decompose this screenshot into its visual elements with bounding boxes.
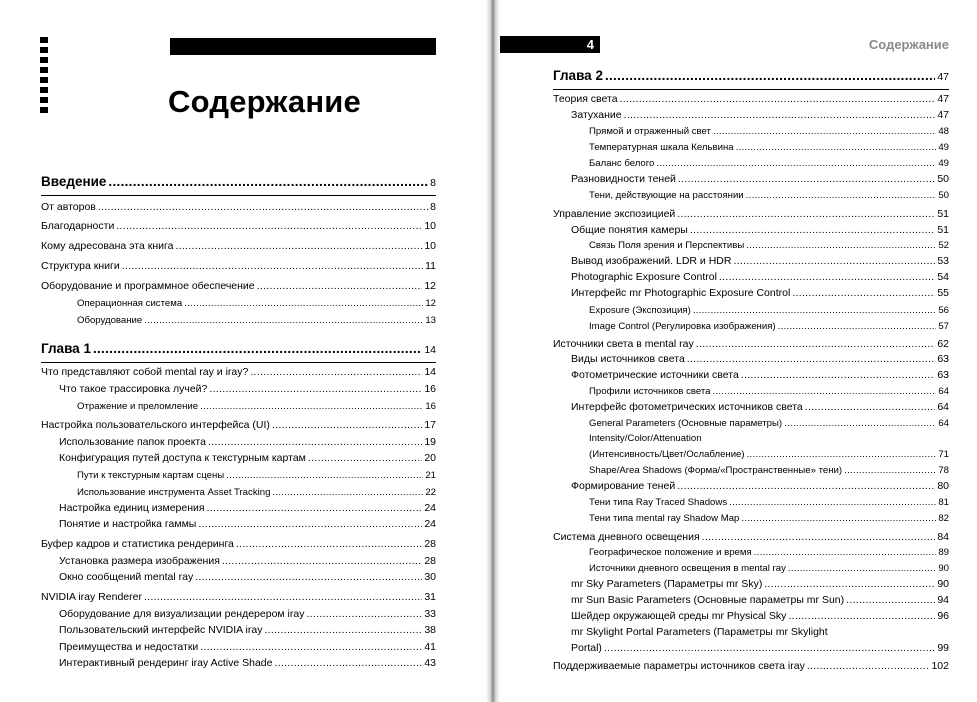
toc-entry-title: Что представляют собой mental ray и iray? [41,366,249,378]
toc-entry[interactable] [553,432,949,445]
toc-leader-dots [207,502,423,515]
toc-entry-title: Оборудование и программное обеспечение [41,280,255,292]
toc-entry-title: Тени типа mental ray Shadow Map [589,513,740,524]
toc-leader-dots [306,608,422,621]
toc-leader-dots [747,448,937,461]
toc-entry-title: Отражение и преломление [77,401,199,412]
toc-entry-page: 16 [425,401,436,412]
toc-leader-dots [741,369,936,382]
toc-entry-page: 53 [937,255,949,267]
toc-leader-dots [754,546,937,559]
toc-leader-dots [209,383,422,396]
toc-leader-dots [122,260,423,273]
toc-entry-page: 102 [931,660,949,672]
toc-leader-dots [736,141,937,154]
toc-entry-title: Конфигурация путей доступа к текстурным картам [59,452,306,464]
toc-entry-page: 24 [424,518,436,530]
toc-leader-dots [656,157,936,170]
toc-entry-page: 57 [938,321,949,332]
toc-entry-page: 51 [937,208,949,220]
toc-entry[interactable] [553,125,949,138]
toc-entry-page: 16 [424,383,436,395]
toc-entry-title: Глава 1 [41,341,91,356]
toc-entry[interactable] [553,338,949,351]
toc-entry[interactable] [41,624,436,637]
toc-entry[interactable] [41,641,436,654]
toc-entry-page: 22 [425,487,436,498]
toc-entry-page: 78 [938,465,949,476]
toc-leader-dots [236,538,422,551]
toc-entry-page: 14 [424,344,436,356]
toc-leader-dots [605,68,935,83]
toc-entry[interactable] [41,280,436,293]
title-bar [170,38,436,55]
toc-entry-title: Пути к текстурным картам сцены [77,470,225,481]
toc-leader-dots [729,496,936,509]
toc-entry-title: Оборудование [77,315,143,326]
toc-entry-title: Что такое трассировка лучей? [59,383,208,395]
toc-entry-title: Виды источников света [571,353,685,365]
toc-entry-title: General Parameters (Основные параметры) [589,418,783,429]
toc-entry[interactable] [41,518,436,531]
toc-entry-title: Баланс белого [589,158,655,169]
toc-entry-page: 20 [424,452,436,464]
toc-leader-dots [805,401,936,414]
toc-leader-dots [733,255,935,268]
toc-entry[interactable] [553,448,949,461]
toc-entry-page: 19 [424,436,436,448]
toc-entry-page: 31 [424,591,436,603]
toc-leader-dots [272,419,422,432]
toc-entry-page: 28 [424,555,436,567]
toc-leader-dots [198,518,422,531]
toc-leader-dots [844,464,936,477]
toc-entry-title: Шейдер окружающей среды mr Physical Sky [571,610,787,622]
toc-leader-dots [788,610,935,623]
toc-entry-page: 43 [424,657,436,669]
toc-entry[interactable] [41,608,436,621]
toc-leader-dots [719,271,935,284]
toc-entry[interactable] [41,220,436,233]
toc-entry-page: 50 [938,190,949,201]
toc-entry-title: Затухание [571,109,622,121]
toc-entry-title: Профили источников света [589,386,711,397]
toc-entry-title: Связь Поля зрения и Перспективы [589,240,745,251]
toc-entry-page: 84 [937,531,949,543]
toc-entry-page: 64 [938,418,949,429]
toc-leader-dots [746,239,936,252]
toc-entry-title: mr Sky Parameters (Параметры mr Sky) [571,578,763,590]
toc-entry-page: 49 [938,142,949,153]
toc-leader-dots [604,642,935,655]
toc-entry-page: 47 [937,71,949,83]
toc-entry[interactable] [553,208,949,221]
toc-entry-page: 90 [938,563,949,574]
toc-leader-dots [98,201,428,214]
toc-entry-title: Установка размера изображения [59,555,220,567]
toc-entry[interactable] [41,314,436,327]
toc-entry-title: Интерактивный рендеринг iray Active Shade [59,657,273,669]
toc-leader-dots [222,555,422,568]
toc-leader-dots [764,578,935,591]
toc-entry[interactable] [553,594,949,607]
toc-leader-dots [195,571,422,584]
divider [553,89,949,90]
toc-leader-dots [108,174,428,189]
toc-entry-title: Преимущества и недостатки [59,641,199,653]
toc-entry[interactable] [553,109,949,122]
toc-entry[interactable] [553,660,949,673]
toc-entry-title: Интерфейс mr Photographic Exposure Control [571,287,791,299]
toc-entry-title: Intensity/Color/Attenuation [589,433,702,444]
toc-entry-page: 64 [938,386,949,397]
toc-entry-title: Система дневного освещения [553,531,700,543]
toc-leader-dots [713,385,937,398]
toc-entry-page: 54 [937,271,949,283]
running-title: Содержание [868,37,949,52]
toc-entry[interactable] [553,157,949,170]
toc-entry-title: Теория света [553,93,618,105]
toc-leader-dots [792,287,935,300]
toc-chapter-entry[interactable] [553,68,949,85]
toc-entry-title: Фотометрические источники света [571,369,739,381]
toc-entry[interactable] [41,591,436,604]
toc-entry[interactable] [553,610,949,623]
toc-entry-title: Понятие и настройка гаммы [59,518,197,530]
page-number: 4 [586,37,594,52]
toc-leader-dots [200,641,422,654]
toc-entry-page: 50 [937,173,949,185]
toc-entry[interactable] [553,173,949,186]
toc-entry[interactable] [553,417,949,430]
toc-entry[interactable] [41,538,436,551]
toc-entry-title: Интерфейс фотометрических источников света [571,401,803,413]
toc-entry-title: Exposure (Экспозиция) [589,305,691,316]
toc-entry[interactable] [553,512,949,525]
toc-leader-dots [620,93,936,106]
toc-entry[interactable] [41,436,436,449]
toc-leader-dots [274,657,422,670]
toc-entry-page: 21 [425,470,436,481]
toc-leader-dots [741,512,936,525]
toc-entry[interactable] [553,141,949,154]
toc-leader-dots [250,366,422,379]
toc-leader-dots [308,452,422,465]
toc-entry[interactable] [553,531,949,544]
decorative-dots [40,37,48,117]
book-gutter [486,0,500,702]
toc-entry-page: 63 [937,369,949,381]
toc-entry[interactable] [553,562,949,575]
toc-entry-page: 12 [425,298,436,309]
toc-entry-page: 55 [937,287,949,299]
toc-entry[interactable] [41,571,436,584]
toc-leader-dots [116,220,422,233]
toc-leader-dots [624,109,936,122]
toc-leader-dots [184,297,423,310]
toc-leader-dots [208,436,422,449]
toc-entry-page: 47 [937,93,949,105]
toc-entry-page: 64 [937,401,949,413]
toc-entry-page: 41 [424,641,436,653]
toc-entry[interactable] [553,287,949,300]
toc-entry-page: 62 [937,338,949,350]
toc-leader-dots [272,486,423,499]
toc-entry[interactable] [41,297,436,310]
toc-leader-dots [846,594,935,607]
toc-entry-title: Пользовательский интерфейс NVIDIA iray [59,624,263,636]
toc-entry-title: Общие понятия камеры [571,224,688,236]
toc-entry[interactable] [41,452,436,465]
toc-leader-dots [678,173,935,186]
toc-entry-page: 11 [425,260,436,272]
toc-entry[interactable] [553,369,949,382]
toc-entry-title: mr Sun Basic Parameters (Основные параметры mr Sun) [571,594,845,606]
toc-leader-dots [702,531,936,544]
toc-entry-title: Благодарности [41,220,115,232]
toc-entry-page: 30 [424,571,436,583]
toc-entry[interactable] [553,304,949,317]
toc-entry[interactable] [553,93,949,106]
toc-entry-title: Тени типа Ray Traced Shadows [589,497,728,508]
toc-entry[interactable] [553,626,949,639]
toc-entry-title: (Интенсивность/Цвет/Ослабление) [589,449,745,460]
toc-entry-title: Shape/Area Shadows (Форма/«Пространственные» тени) [589,465,843,476]
toc-entry[interactable] [553,385,949,398]
toc-entry-page: 63 [937,353,949,365]
toc-leader-dots [746,189,937,202]
toc-entry-title: Управление экспозицией [553,208,676,220]
toc-entry[interactable] [41,502,436,515]
toc-chapter-entry[interactable] [41,341,436,358]
toc-entry[interactable] [553,401,949,414]
toc-entry[interactable] [41,657,436,670]
toc-entry-page: 71 [938,449,949,460]
page-number-bar [500,36,600,53]
toc-entry-title: Image Control (Регулировка изображения) [589,321,776,332]
toc-entry-title: Тени, действующие на расстоянии [589,190,744,201]
toc-entry[interactable] [553,578,949,591]
toc-entry-page: 49 [938,158,949,169]
toc-entry[interactable] [41,400,436,413]
toc-entry-page: 10 [424,220,436,232]
toc-entry-title: Источники дневного освещения в mental ray [589,563,786,574]
toc-leader-dots [226,469,423,482]
toc-entry[interactable] [41,469,436,482]
toc-entry-page: 82 [938,513,949,524]
toc-leader-dots [144,591,422,604]
toc-entry[interactable] [553,464,949,477]
toc-entry-title: Кому адресована эта книга [41,240,174,252]
toc-entry[interactable] [553,546,949,559]
toc-entry-title: Настройка единиц измерения [59,502,205,514]
toc-entry-page: 8 [430,201,436,213]
toc-leader-dots [788,562,936,575]
toc-entry-page: 56 [938,305,949,316]
toc-entry-page: 99 [937,642,949,654]
divider [41,195,436,196]
toc-entry-page: 51 [937,224,949,236]
toc-entry-title: Источники света в mental ray [553,338,694,350]
toc-leader-dots [200,400,423,413]
toc-leader-dots [690,224,935,237]
toc-entry[interactable] [41,419,436,432]
toc-entry-title: mr Skylight Portal Parameters (Параметры mr Skylight [571,626,828,638]
toc-entry[interactable] [41,366,436,379]
toc-leader-dots [144,314,423,327]
toc-entry-title: Оборудование для визуализации рендерером iray [59,608,305,620]
toc-entry-page: 80 [937,480,949,492]
divider [41,362,436,363]
page-title: Содержание [168,84,361,119]
toc-entry[interactable] [553,496,949,509]
toc-entry-page: 8 [430,177,436,189]
toc-entry-title: Настройка пользовательского интерфейса (UI) [41,419,270,431]
toc-leader-dots [93,341,422,356]
toc-leader-dots [778,320,937,333]
toc-entry-title: Вывод изображений. LDR и HDR [571,255,732,267]
toc-entry[interactable] [41,486,436,499]
toc-entry-title: Буфер кадров и статистика рендеринга [41,538,234,550]
toc-entry-page: 38 [424,624,436,636]
toc-entry-page: 90 [937,578,949,590]
toc-leader-dots [807,660,930,673]
toc-entry-title: Окно сообщений mental ray [59,571,194,583]
toc-entry-title: Разновидности теней [571,173,676,185]
toc-entry[interactable] [553,353,949,366]
toc-entry-page: 24 [424,502,436,514]
toc-leader-dots [693,304,937,317]
toc-entry[interactable] [553,189,949,202]
toc-entry-title: Введение [41,174,107,189]
toc-entry-title: Использование инструмента Asset Tracking [77,487,271,498]
toc-entry-page: 33 [424,608,436,620]
toc-leader-dots [696,338,936,351]
toc-leader-dots [713,125,936,138]
toc-leader-dots [264,624,422,637]
toc-leader-dots [677,208,935,221]
toc-leader-dots [677,480,935,493]
toc-entry[interactable] [41,555,436,568]
toc-leader-dots [257,280,423,293]
toc-entry-title: Прямой и отраженный свет [589,126,711,137]
toc-entry[interactable] [553,642,949,655]
toc-entry-title: Глава 2 [553,68,603,83]
toc-entry-page: 81 [938,497,949,508]
toc-leader-dots [175,240,422,253]
toc-entry[interactable] [553,320,949,333]
toc-entry-page: 17 [424,419,436,431]
toc-entry[interactable] [553,239,949,252]
toc-entry-page: 94 [937,594,949,606]
toc-entry-page: 13 [425,315,436,326]
toc-chapter-entry[interactable] [41,174,436,191]
toc-entry-title: NVIDIA iray Renderer [41,591,142,603]
toc-entry[interactable] [553,255,949,268]
toc-entry[interactable] [553,271,949,284]
toc-entry-page: 96 [937,610,949,622]
toc-entry-title: Photographic Exposure Control [571,271,717,283]
toc-entry[interactable] [41,383,436,396]
toc-entry-page: 14 [424,366,436,378]
toc-entry-title: Формирование теней [571,480,676,492]
toc-entry-title: Операционная система [77,298,183,309]
toc-entry-title: Температурная шкала Кельвина [589,142,734,153]
toc-entry-page: 52 [938,240,949,251]
toc-entry[interactable] [41,260,436,273]
toc-leader-dots [687,353,936,366]
toc-leader-dots [784,417,936,430]
toc-entry-page: 12 [424,280,436,292]
toc-entry-title: Географическое положение и время [589,547,752,558]
toc-entry-page: 47 [937,109,949,121]
toc-entry-title: Portal) [571,642,602,654]
toc-entry-page: 28 [424,538,436,550]
toc-entry-page: 48 [938,126,949,137]
toc-entry[interactable] [553,224,949,237]
toc-entry-title: Структура книги [41,260,120,272]
toc-entry-title: От авторов [41,201,96,213]
toc-entry[interactable] [41,240,436,253]
toc-entry-title: Поддерживаемые параметры источников света iray [553,660,805,672]
toc-entry[interactable] [41,201,436,214]
toc-entry[interactable] [553,480,949,493]
toc-entry-title: Использование папок проекта [59,436,206,448]
toc-entry-page: 10 [424,240,436,252]
toc-entry-page: 89 [938,547,949,558]
